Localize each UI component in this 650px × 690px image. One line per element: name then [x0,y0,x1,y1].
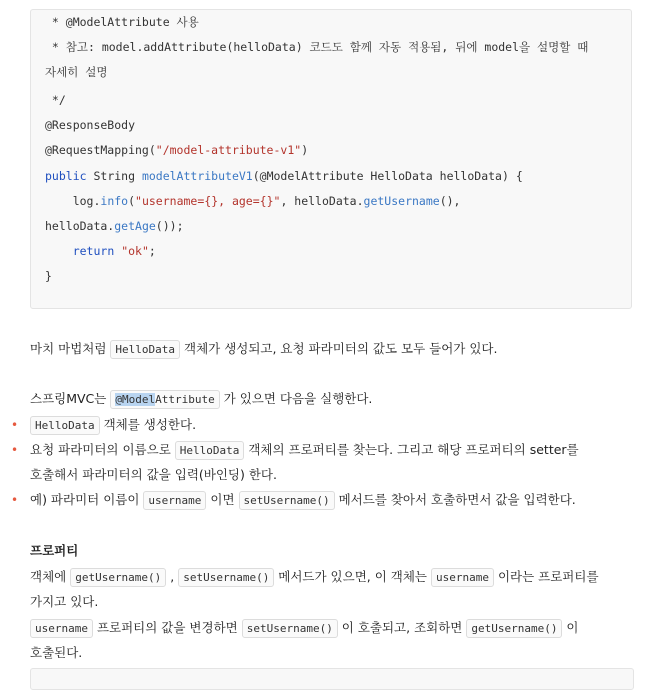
text: 호출해서 파라미터의 값을 입력(바인딩) 한다. [30,467,277,482]
code-line: 자세히 설명 [45,65,108,79]
code-block-next [30,668,634,690]
paragraph-4 [30,617,579,640]
inline-code: getUsername() [466,619,562,638]
inline-code: getUsername() [70,568,166,587]
list-item [30,414,196,437]
code-token: ( [128,194,136,208]
paragraph-3-cont: 가지고 있다. [30,594,99,609]
text: 이라는 프로퍼티를 [493,569,599,584]
list-item [30,489,576,512]
text: 객체를 생성한다. [99,417,197,432]
text: 메서드가 있으면, 이 객체는 [274,569,431,584]
code-line: @ResponseBody [45,118,136,132]
bullet-icon: • [11,493,19,507]
inline-code: HelloData [110,340,180,359]
list-item-continuation [30,464,277,486]
text: 객체에 [30,569,71,584]
text: 이 [562,620,579,635]
section-heading: 프로퍼티 [30,543,79,558]
inline-code: setUsername() [242,619,338,638]
inline-code [110,390,219,409]
code-token: ) [301,143,309,157]
code-token: String [86,169,142,183]
code-token: "/model-attribute-v1" [155,143,302,157]
inline-code: username [30,619,93,638]
code-token: ()); [155,219,184,233]
code-token: helloData. [45,219,115,233]
list-item [30,439,579,462]
code-line [45,218,184,234]
code-line [45,142,308,158]
text: 마치 마법처럼 [30,341,111,356]
selection-highlight: @Model [115,393,156,406]
code-token: info [100,194,129,208]
code-token: ; [148,244,156,258]
code-block [30,9,632,309]
text: 메서드를 찾아서 호출하면서 값을 입력한다. [334,492,576,507]
code-token: (), [439,194,461,208]
code-token: "username={}, age={}" [135,194,281,208]
code-token [45,244,73,258]
bullet-icon: • [11,418,19,432]
bullet-icon: • [11,443,19,457]
paragraph-1 [30,338,497,361]
inline-code: HelloData [175,441,245,460]
code-line: * 참고: model.addAttribute(helloData) 코드도 함께 자동 적용됨, 뒤에 model을 설명할 때 [45,40,589,54]
text: 요청 파라미터의 이름으로 [30,442,175,457]
code-token: "ok" [121,244,149,258]
code-token: (@ModelAttribute HelloData helloData) { [252,169,523,183]
paragraph-2 [30,388,372,411]
code-line: } [45,269,52,283]
code-text: Attribute [155,393,215,406]
code-token: log. [45,194,101,208]
code-line [45,168,523,184]
code-token: , helloData. [280,194,364,208]
code-line: * @ModelAttribute 사용 [45,15,199,29]
code-line [45,243,156,259]
text: 이 호출되고, 조회하면 [337,620,467,635]
code-token: return [72,244,115,258]
inline-code: setUsername() [178,568,274,587]
text: 프로퍼티의 값을 변경하면 [92,620,242,635]
inline-code: username [143,491,206,510]
code-token: modelAttributeV1 [141,169,253,183]
text: 가 있으면 다음을 실행한다. [219,391,373,406]
text: 객체가 생성되고, 요청 파라미터의 값도 모두 들어가 있다. [180,341,498,356]
code-line: */ [45,93,66,107]
text: 스프링MVC는 [30,391,111,406]
inline-code: setUsername() [239,491,335,510]
text: 객체의 프로퍼티를 찾는다. 그리고 해당 프로퍼티의 setter를 [244,442,579,457]
code-token: public [45,169,87,183]
text: 이면 [206,492,239,507]
inline-code: username [431,568,494,587]
code-token: @RequestMapping( [45,143,156,157]
text: 예) 파라미터 이름이 [30,492,144,507]
paragraph-4-cont: 호출된다. [30,645,83,660]
paragraph-3 [30,566,599,589]
text: , [166,569,179,584]
inline-code: HelloData [30,416,100,435]
code-token: getUsername [363,194,440,208]
code-line [45,193,460,209]
code-token: getAge [114,219,156,233]
